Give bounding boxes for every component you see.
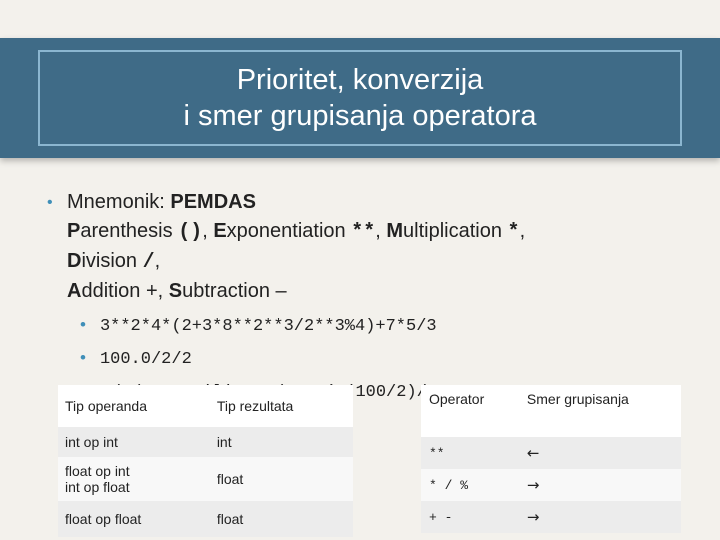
op-parenthesis: ()	[178, 221, 203, 244]
mnemonic-text: Mnemonik: PEMDAS Parenthesis (), Exponentiation **, Multiplication *, Division /, Addition +, Subtraction –	[67, 191, 526, 302]
operand-cell: float op int int op float	[58, 457, 210, 501]
title-line-2: i smer grupisanja operatora	[183, 100, 537, 132]
type-conversion-table	[58, 385, 353, 537]
word-subtraction: ubtraction	[182, 280, 276, 302]
table-row	[58, 501, 353, 537]
operator-cell: + -	[421, 501, 519, 533]
operand-cell: int op int	[58, 427, 210, 457]
letter-e: E	[213, 220, 227, 242]
word-division: ivision	[81, 250, 143, 272]
title-band	[0, 38, 720, 158]
op-subtraction: –	[275, 280, 287, 302]
word-parenthesis: arenthesis	[80, 220, 179, 242]
example-bullet-2	[80, 348, 192, 369]
title-frame	[38, 50, 682, 146]
table-row	[421, 437, 681, 469]
operator-cell: **	[421, 437, 519, 469]
result-cell: int	[210, 427, 353, 457]
result-cell: float	[210, 501, 353, 537]
example-bullet-3-partial: (100/2)/2	[345, 383, 438, 402]
table-header-row	[421, 385, 681, 437]
result-cell: float	[210, 457, 353, 501]
header-direction: Smer grupisanja	[526, 391, 629, 407]
header-result-type: Tip rezultata	[210, 385, 353, 427]
table-row	[421, 501, 681, 533]
direction-cell: →	[519, 469, 681, 501]
op-addition: +	[145, 280, 158, 302]
letter-d: D	[67, 250, 82, 272]
table-row	[58, 457, 353, 501]
mnemonic-word: PEMDAS	[170, 191, 256, 213]
letter-p: P	[67, 220, 81, 242]
direction-cell: ←	[519, 437, 681, 469]
header-operand-type: Tip operanda	[58, 385, 210, 427]
op-multiplication: *	[507, 221, 520, 244]
mnemonic-label: Mnemonik:	[67, 191, 171, 213]
example-bullet-1	[80, 315, 437, 336]
sub-bullet-dot-icon: •	[80, 348, 86, 367]
header-operator: Operator	[429, 391, 485, 407]
operator-associativity-table	[421, 385, 681, 533]
word-addition: ddition	[81, 280, 146, 302]
table-row	[421, 469, 681, 501]
table-row	[58, 427, 353, 457]
operand-cell: float op float	[58, 501, 210, 537]
word-multiplication: ultiplication	[403, 220, 508, 242]
word-exponentiation: xponentiation	[226, 220, 352, 242]
sub-bullet-dot-icon: •	[80, 315, 86, 334]
letter-s: S	[168, 280, 183, 302]
operator-cell: * / %	[421, 469, 519, 501]
table-header-row	[58, 385, 353, 427]
op-exponentiation: **	[351, 221, 376, 244]
title-line-1: Prioritet, konverzija	[236, 64, 484, 96]
example-expression-2: 100.0/2/2	[99, 350, 192, 369]
op-division: /	[142, 251, 155, 274]
letter-m: M	[386, 220, 404, 242]
bullet-dot-icon: •	[47, 194, 53, 211]
direction-cell: →	[519, 501, 681, 533]
letter-a: A	[67, 280, 82, 302]
example-expression-1: 3**2*4*(2+3*8**2**3/2**3%4)+7*5/3	[99, 317, 437, 336]
